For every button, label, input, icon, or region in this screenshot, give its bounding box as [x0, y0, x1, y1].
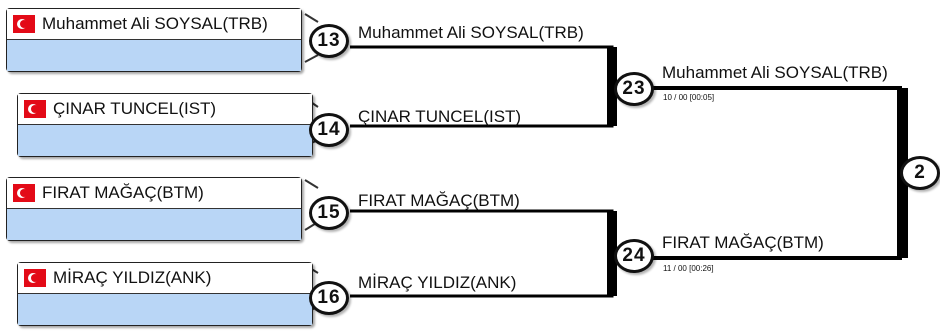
competitor-card-3[interactable]	[6, 177, 302, 241]
empty-slot[interactable]	[18, 125, 312, 156]
winner-label: ÇINAR TUNCEL(IST)	[358, 107, 522, 126]
turkey-flag-icon	[13, 15, 35, 33]
turkey-flag-icon	[24, 269, 46, 287]
match-number-badge[interactable]: 15	[309, 196, 349, 230]
match-number-badge[interactable]: 2	[900, 156, 940, 190]
winner-label: FIRAT MAĞAÇ(BTM)	[662, 233, 824, 252]
winner-label: FIRAT MAĞAÇ(BTM)	[358, 191, 520, 210]
empty-slot[interactable]	[7, 209, 301, 240]
competitor-row	[7, 9, 301, 40]
competitor-name: ÇINAR TUNCEL(IST)	[53, 99, 217, 118]
match-number-badge[interactable]: 14	[309, 113, 349, 147]
competitor-name: MİRAÇ YILDIZ(ANK)	[53, 268, 212, 287]
turkey-flag-icon	[13, 184, 35, 202]
competitor-card-1[interactable]	[6, 8, 302, 72]
turkey-flag-icon	[24, 100, 46, 118]
competitor-row	[18, 94, 312, 125]
competitor-name: FIRAT MAĞAÇ(BTM)	[42, 183, 204, 202]
match-number-badge[interactable]: 16	[309, 281, 349, 315]
competitor-card-2[interactable]	[17, 93, 313, 157]
competitor-row	[18, 263, 312, 294]
winner-label: Muhammet Ali SOYSAL(TRB)	[662, 63, 888, 82]
empty-slot[interactable]	[18, 294, 312, 325]
competitor-name: Muhammet Ali SOYSAL(TRB)	[42, 14, 268, 33]
match-number-badge[interactable]: 13	[309, 24, 349, 58]
match-score: 10 / 00 [00:05]	[663, 93, 715, 102]
empty-slot[interactable]	[7, 40, 301, 71]
competitor-card-4[interactable]	[17, 262, 313, 326]
winner-label: Muhammet Ali SOYSAL(TRB)	[358, 23, 584, 42]
match-score: 11 / 00 [00:26]	[663, 264, 714, 273]
competitor-row	[7, 178, 301, 209]
match-number-badge[interactable]: 24	[614, 239, 654, 273]
match-number-badge[interactable]: 23	[614, 72, 654, 106]
winner-label: MİRAÇ YILDIZ(ANK)	[358, 273, 517, 292]
